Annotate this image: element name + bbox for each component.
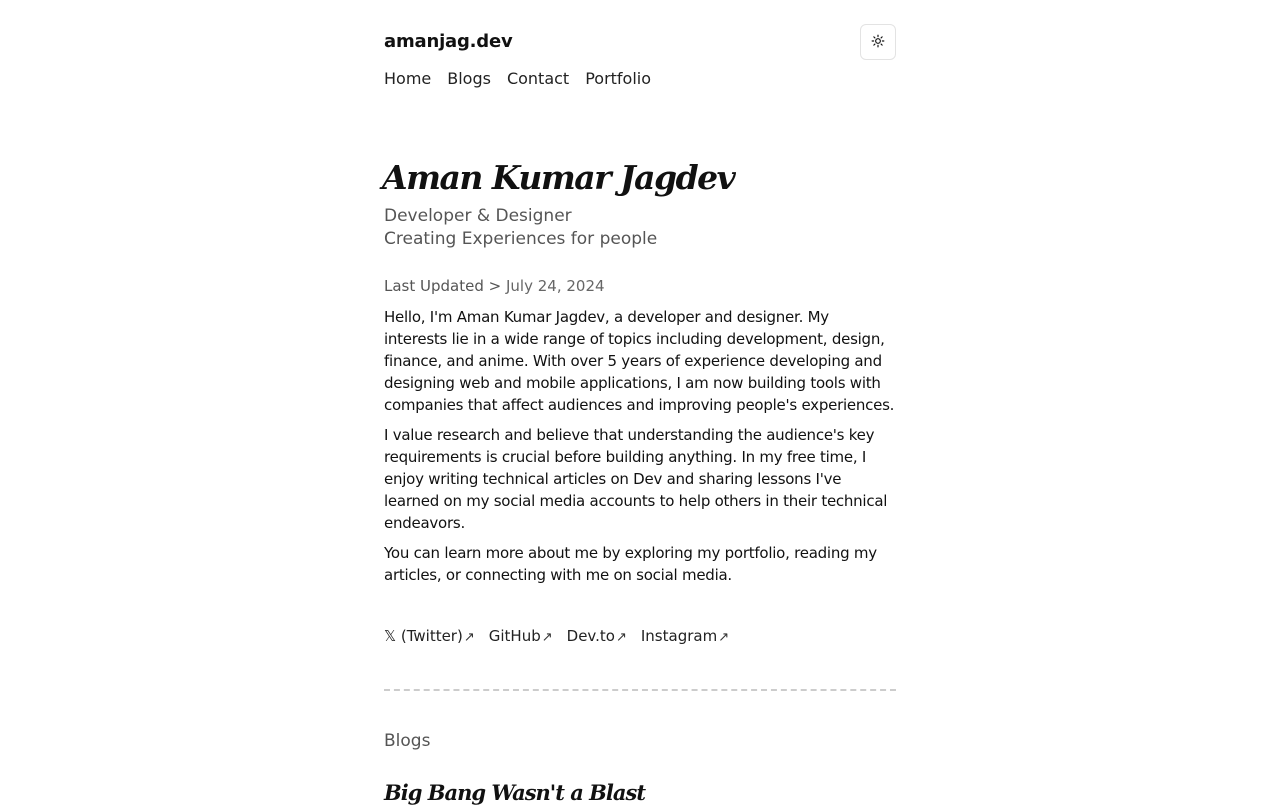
bio-paragraph-3: You can learn more about me by exploring my portfolio, reading my articles, or connecting with me on social media. — [384, 544, 877, 584]
tagline-line-2: Creating Experiences for people — [384, 229, 658, 249]
bio-paragraph-2: I value research and believe that understanding the audience's key requirements is crucial before building anything. In my free time, I enjoy writing technical articles on Dev and sharing lessons I've learned on my social media accounts to help others in their technical endeavors. — [384, 426, 888, 532]
social-twitter-link[interactable] — [384, 626, 475, 648]
theme-toggle-button[interactable] — [860, 24, 896, 60]
nav-home-link[interactable]: Home — [384, 69, 432, 88]
sun-icon — [871, 33, 885, 52]
external-link-icon: ↗ — [541, 630, 553, 645]
nav-portfolio-link[interactable]: Portfolio — [585, 69, 652, 88]
site-logo-link[interactable]: amanjag.dev — [384, 31, 513, 52]
bio-section — [384, 306, 896, 594]
social-instagram-label: Instagram — [640, 627, 718, 645]
hero-tagline — [384, 205, 657, 251]
hero-name: Aman Kumar Jagdev — [382, 158, 735, 197]
external-link-icon: ↗ — [463, 630, 475, 645]
social-devto-label: Dev.to — [566, 627, 615, 645]
last-updated-date: July 24, 2024 — [505, 277, 605, 295]
social-links — [384, 626, 729, 648]
external-link-icon: ↗ — [615, 630, 627, 645]
blog-post-title-link[interactable]: Big Bang Wasn't a Blast — [384, 780, 646, 805]
social-twitter-label: 𝕏 (Twitter) — [384, 627, 463, 645]
blogs-section-title: Blogs — [384, 731, 431, 751]
nav-contact-link[interactable]: Contact — [506, 69, 570, 88]
social-github-link[interactable] — [489, 626, 553, 648]
main-nav — [384, 68, 651, 90]
social-instagram-link[interactable] — [641, 626, 729, 648]
tagline-line-1: Developer & Designer — [384, 206, 572, 226]
nav-blogs-link[interactable]: Blogs — [447, 69, 491, 88]
social-github-label: GitHub — [488, 627, 541, 645]
last-updated — [384, 276, 605, 296]
social-devto-link[interactable] — [567, 626, 627, 648]
bio-paragraph-1: Hello, I'm Aman Kumar Jagdev, a developer and designer. My interests lie in a wide range of topics including development, design, finance, and anime. With over 5 years of experience developing and designing web and mobile applications, I am now building tools with companies that affect audiences and improving people's experiences. — [384, 308, 895, 414]
section-divider — [384, 689, 896, 691]
external-link-icon: ↗ — [718, 630, 730, 645]
last-updated-label: Last Updated > — [384, 277, 502, 295]
